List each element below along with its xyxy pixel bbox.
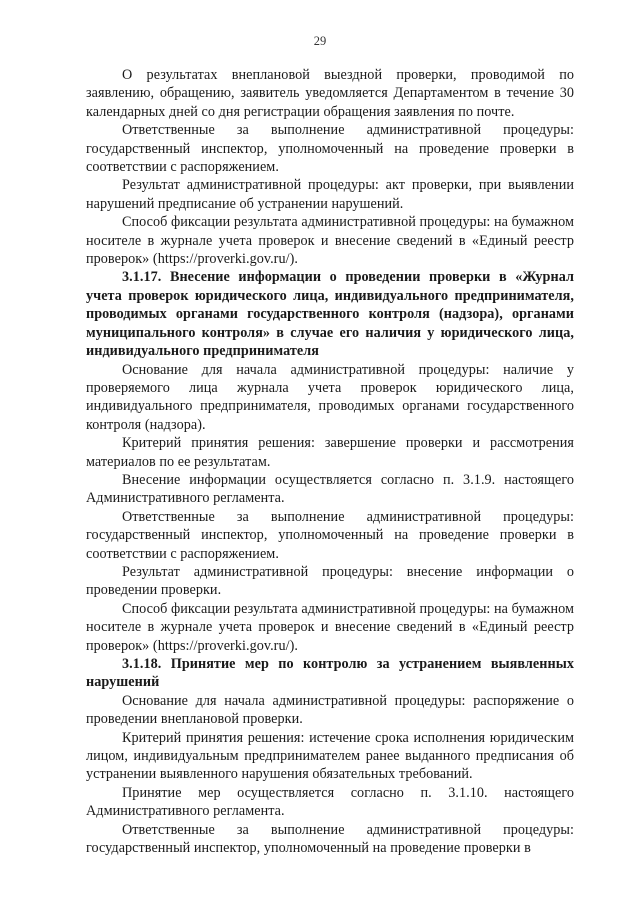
paragraph-decision-criterion: Критерий принятия решения: истечение срока исполнения юридическим лицом, индивидуальным предпринимателем ранее выданного предписания об устранении выявленного нарушения обязательных требований. <box>86 729 574 783</box>
paragraph-procedure-reference: Принятие мер осуществляется согласно п. 3.1.10. настоящего Административного регламента. <box>86 784 574 820</box>
document-body <box>86 66 574 857</box>
paragraph-fixation-method: Способ фиксации результата административной процедуры: на бумажном носителе в журнале учета проверок и внесение сведений в «Единый реестр проверок» (https://proverki.gov.ru/). <box>86 600 574 654</box>
paragraph-basis: Основание для начала административной процедуры: наличие у проверяемого лица журнала учета проверок юридического лица, индивидуального предпринимателя, проводимых органами государственного контроля (надзора). <box>86 361 574 433</box>
paragraph-result: Результат административной процедуры: акт проверки, при выявлении нарушений предписание об устранении нарушений. <box>86 177 574 212</box>
paragraph-responsible: Ответственные за выполнение административной процедуры: государственный инспектор, уполномоченный на проведение проверки в соответствии с распоряжением. <box>86 122 574 176</box>
paragraph-decision-criterion: Критерий принятия решения: завершение проверки и рассмотрения материалов по ее результатам. <box>86 435 574 470</box>
page-number: 29 <box>313 34 327 48</box>
section-heading-3-1-17: 3.1.17. Внесение информации о проведении проверки в «Журнал учета проверок юридического лица, индивидуального предпринимателя, проводимых органами государственного контроля (надзора), органами муниципального контроля» в случае его наличия у юридического лица, индивидуального предпринимателя <box>86 269 574 360</box>
section-heading-3-1-18: 3.1.18. Принятие мер по контролю за устранением выявленных нарушений <box>86 656 574 691</box>
paragraph-procedure-reference: Внесение информации осуществляется согласно п. 3.1.9. настоящего Административного регламента. <box>86 471 574 507</box>
paragraph-result: Результат административной процедуры: внесение информации о проведении проверки. <box>86 563 574 599</box>
paragraph-responsible: Ответственные за выполнение административной процедуры: государственный инспектор, уполномоченный на проведение проверки в соответствии с распоряжением. <box>86 508 574 562</box>
paragraph-responsible: Ответственные за выполнение административной процедуры: государственный инспектор, уполномоченный на проведение проверки в <box>86 821 574 857</box>
paragraph-basis: Основание для начала административной процедуры: распоряжение о проведении внеплановой проверки. <box>86 692 574 728</box>
paragraph-fixation-method: Способ фиксации результата административной процедуры: на бумажном носителе в журнале учета проверок и внесение сведений в «Единый реестр проверок» (https://proverki.gov.ru/). <box>86 214 574 268</box>
paragraph-notification: О результатах внеплановой выездной проверки, проводимой по заявлению, обращению, заявитель уведомляется Департаментом в течение 30 календарных дней со дня регистрации обращения заявления по почте. <box>86 67 574 120</box>
